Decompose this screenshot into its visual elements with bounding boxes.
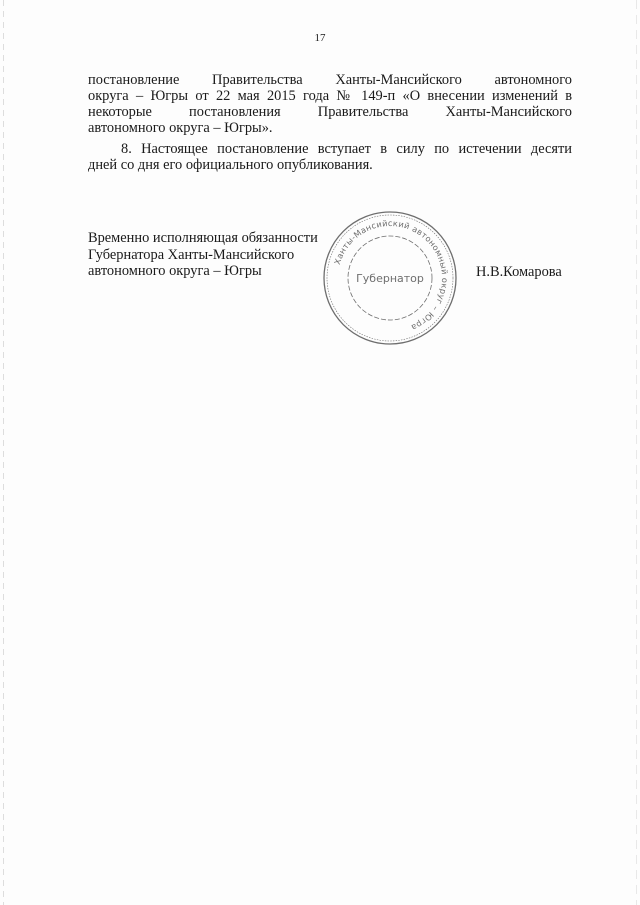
seal-center-text: Губернатор — [356, 272, 424, 285]
page-number: 17 — [314, 32, 326, 44]
paragraph-line: автономного округа – Югры». — [88, 120, 273, 136]
paragraph-line: дней со дня его официального опубликования. — [88, 157, 373, 173]
position-line: Временно исполняющая обязанности — [88, 230, 318, 246]
signatory-position — [88, 230, 338, 280]
paragraph-line: 8. Настоящее постановление вступает в силу по истечении десяти — [121, 141, 572, 157]
paragraph-effective-date — [88, 141, 572, 173]
seal-ring-text: Ханты-Мансийский автономный округ – Югра — [331, 217, 451, 334]
paragraph-line: округа – Югры от 22 мая 2015 года № 149-п «О внесении изменений в — [88, 88, 572, 104]
official-seal — [320, 208, 460, 348]
scan-edge-right — [636, 0, 637, 905]
position-line: Губернатора Ханты-Мансийского — [88, 246, 295, 263]
paragraph-resolution-reference — [88, 72, 572, 136]
position-line: автономного округа – Югры — [88, 263, 262, 279]
paragraph-line: постановление Правительства Ханты-Мансийского автономного — [88, 72, 572, 88]
signer-name: Н.В.Комарова — [476, 264, 562, 280]
scan-edge-left — [3, 0, 4, 905]
paragraph-line: некоторые постановления Правительства Ханты-Мансийского — [88, 104, 572, 120]
